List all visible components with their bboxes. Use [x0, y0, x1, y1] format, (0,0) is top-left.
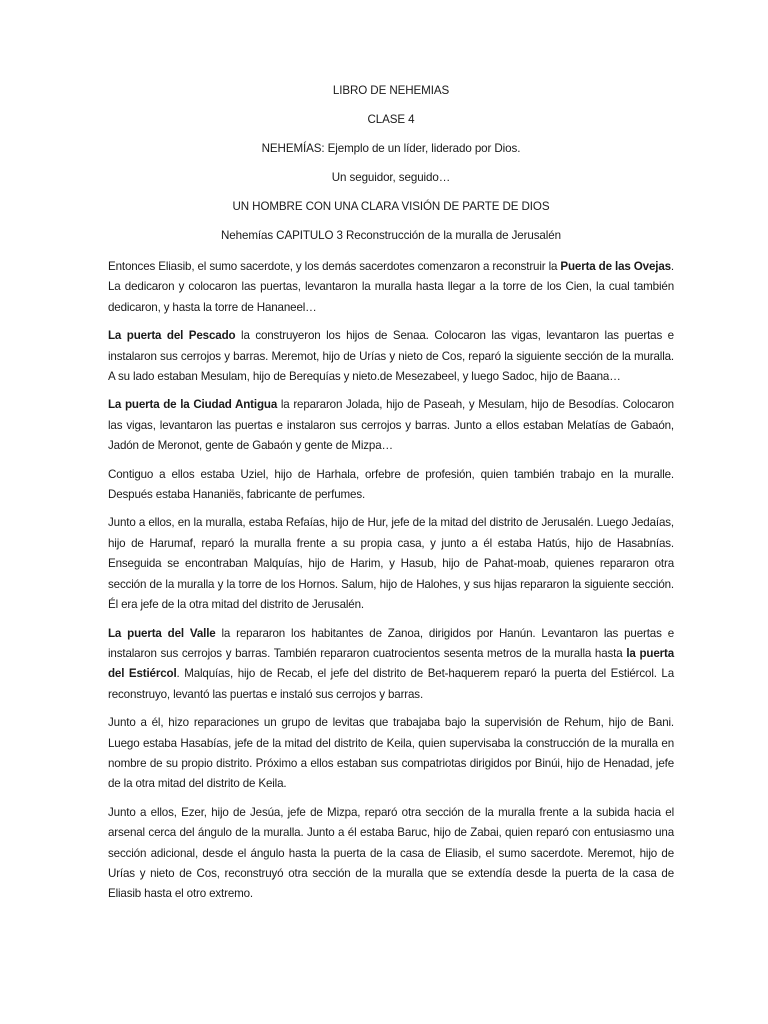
paragraph-text: Junto a él, hizo reparaciones un grupo de levitas que trabajaba bajo la supervisión de Rehum, hijo de Bani. Luego estaba Hasabías, jefe de la mitad del distrito de Keila, quien supervisaba la construcción de la muralla en nombre de su propio distrito. Próximo a ellos estaban sus compatriotas dirigidos por Binúi, hijo de Henadad, jefe de la otra mitad del distrito de Keila. — [108, 716, 674, 791]
paragraph-text: la repararon Jolada, hijo de Paseah, y Mesulam, hijo de Besodías. Colocaron las vigas, levantaron las puertas e instalaron sus cerrojos y barras. Junto a ellos estaban Melatías de Gabaón, Jadón de Meronot, gente de Gabaón y gente de Mizpa… — [108, 398, 674, 453]
lesson-theme: UN HOMBRE CON UNA CLARA VISIÓN DE PARTE DE DIOS — [232, 200, 550, 213]
bold-phrase: Puerta de las Ovejas — [560, 260, 671, 273]
document-body — [108, 257, 674, 913]
paragraph — [108, 465, 674, 506]
paragraph-text: Entonces Eliasib, el sumo sacerdote, y los demás sacerdotes comenzaron a reconstruir la — [108, 260, 561, 273]
paragraph — [108, 257, 674, 318]
paragraph — [108, 326, 674, 387]
paragraph-text: . Malquías, hijo de Recab, el jefe del distrito de Bet-haquerem reparó la puerta del Estiércol. La reconstruyo, levantó las puertas e instaló sus cerrojos y barras. — [108, 667, 675, 701]
paragraph-text: Contiguo a ellos estaba Uziel, hijo de Harhala, orfebre de profesión, quien también trabajo en la muralle. Después estaba Hananiës, fabricante de perfumes. — [108, 467, 674, 502]
bold-phrase: La puerta del Pescado — [108, 329, 236, 343]
paragraph — [108, 803, 674, 905]
paragraph-text: . La dedicaron y colocaron las puertas, levantaron la muralla hasta llegar a la torre de los Cien, la cual también dedicaron, y hasta la torre de Hananeel… — [108, 260, 674, 314]
paragraph — [108, 713, 674, 795]
bold-phrase: La puerta de la Ciudad Antigua — [108, 398, 278, 412]
bold-phrase: la puerta del Estiércol — [108, 646, 674, 681]
document-headings — [108, 82, 674, 256]
paragraph-text: la repararon los habitantes de Zanoa, dirigidos por Hanún. Levantaron las puertas e instalaron sus cerrojos y barras. También repararon cuatrocientos sesenta metros de la muralla hasta — [108, 626, 674, 660]
paragraph — [108, 513, 674, 615]
chapter-reference: Nehemías CAPITULO 3 Reconstrucción de la muralla de Jerusalén — [221, 229, 561, 242]
lesson-subtitle: Un seguidor, seguido… — [331, 171, 451, 184]
bold-phrase: La puerta del Valle — [108, 626, 216, 640]
paragraph-text: Junto a ellos, en la muralla, estaba Refaías, hijo de Hur, jefe de la mitad del distrito de Jerusalén. Luego Jedaías, hijo de Harumaf, reparó la muralla frente a su propia casa, y junto a él estaba Hatús, hijo de Hasabnías. Enseguida se encontraban Malquías, hijo de Harim, y Hasub, hijo de Pahat-moab, quienes repararon otra sección de la muralla y la torre de los Hornos. Salum, hijo de Halohes, y sus hijas repararon la siguiente sección. Él era jefe de la otra mitad del distrito de Jerusalén. — [108, 516, 674, 612]
paragraph — [108, 624, 674, 706]
book-title: LIBRO DE NEHEMIAS — [332, 84, 450, 97]
paragraph — [108, 395, 674, 456]
class-number: CLASE 4 — [367, 113, 415, 126]
paragraph-text: Junto a ellos, Ezer, hijo de Jesúa, jefe de Mizpa, reparó otra sección de la muralla frente a la subida hacia el arsenal cerca del ángulo de la muralla. Junto a él estaba Baruc, hijo de Zabai, quien reparó con entusiasmo una sección adicional, desde el ángulo hasta la puerta de la casa de Eliasib, el sumo sacerdote. Meremot, hijo de Urías y nieto de Cos, reconstruyó otra sección de la muralla que se extendía desde la puerta de la casa de Eliasib hasta el otro extremo. — [108, 805, 674, 901]
paragraph-text: la construyeron los hijos de Senaa. Colocaron las vigas, levantaron las puertas e instalaron sus cerrojos y barras. Meremot, hijo de Urías y nieto de Cos, reparó la siguiente sección de la muralla. A su lado estaban Mesulam, hijo de Berequías y nieto.de Mesezabeel, y luego Sadoc, hijo de Baana… — [108, 329, 674, 384]
lesson-title: NEHEMÍAS: Ejemplo de un líder, liderado por Dios. — [261, 142, 521, 155]
